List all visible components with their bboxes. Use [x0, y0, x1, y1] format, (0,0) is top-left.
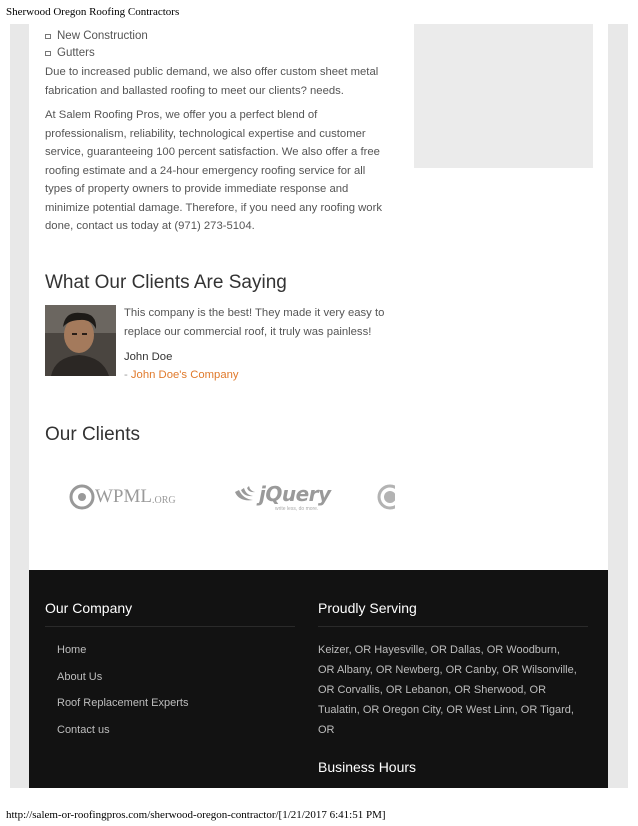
client-logo-wpml[interactable]: [69, 472, 176, 522]
services-list: [45, 28, 148, 62]
list-item-label: New Construction: [57, 30, 148, 42]
square-bullet-icon: [45, 34, 51, 39]
jquery-swirl-icon: [233, 484, 259, 504]
testimonial-quote: This company is the best! They made it very easy to replace our commercial roof, it truly was painless!: [124, 307, 385, 338]
footer-divider: [45, 626, 295, 627]
clients-heading: Our Clients: [45, 424, 141, 445]
client-logos-carousel[interactable]: [45, 472, 395, 522]
wpml-icon: [69, 484, 95, 510]
footer-hours-heading: Business Hours: [318, 759, 417, 775]
footer-divider: [318, 626, 588, 627]
testimonial-company[interactable]: [124, 369, 239, 381]
partial-logo-icon: [377, 484, 395, 510]
content-paragraph: At Salem Roofing Pros, we offer you a perfect blend of professionalism, reliability, technological expertise and customer service, guaranteeing 100 percent satisfaction. We also offer a free roofing estimate and a 24-hour emergency roofing service for all types of property owners to provide immediate response and minimize potential damage. Therefore, if you need any roofing work done, contact us today at (971) 273-5104.: [45, 109, 382, 232]
sidebar-widget: [414, 24, 593, 168]
client-logo-jquery[interactable]: [233, 472, 331, 522]
wpml-logo-text: WPML: [95, 486, 152, 507]
footer-nav: [57, 644, 188, 750]
jquery-tagline: write less, do more.: [275, 506, 319, 512]
list-item: [45, 45, 148, 62]
testimonial-author: John Doe: [124, 351, 173, 363]
print-header: Sherwood Oregon Roofing Contractors: [6, 6, 180, 18]
list-item-label: Gutters: [57, 47, 95, 59]
footer-serving-heading: Proudly Serving: [318, 600, 417, 616]
square-bullet-icon: [45, 51, 51, 56]
footer-company-heading: Our Company: [45, 600, 133, 616]
company-link[interactable]: John Doe's Company: [130, 369, 239, 381]
list-item: [45, 28, 148, 45]
content-paragraph: Due to increased public demand, we also offer custom sheet metal fabrication and ballasted roofing to meet our clients? needs.: [45, 66, 379, 97]
wpml-logo-suffix: .ORG: [152, 494, 176, 506]
footer-link-roof-replacement[interactable]: Roof Replacement Experts: [57, 697, 189, 709]
footer-serving-text: Keizer, OR Hayesville, OR Dallas, OR Woodburn, OR Albany, OR Newberg, OR Canby, OR Wilsonville, OR Corvallis, OR Lebanon, OR Sherwood, OR Tualatin, OR Oregon City, OR West Linn, OR Tigard, OR: [318, 644, 577, 736]
footer-link-about[interactable]: About Us: [57, 670, 103, 683]
footer-link-contact[interactable]: Contact us: [57, 723, 110, 736]
testimonials-heading: What Our Clients Are Saying: [45, 272, 287, 293]
footer-link-home[interactable]: Home: [57, 644, 87, 656]
client-logo-partial[interactable]: [377, 472, 395, 522]
print-footer: http://salem-or-roofingpros.com/sherwood-oregon-contractor/[1/21/2017 6:41:51 PM]: [6, 809, 386, 821]
person-photo-icon: [45, 305, 116, 376]
company-dash: -: [124, 369, 131, 381]
avatar: [45, 305, 116, 376]
jquery-logo-text: jQuery: [259, 482, 331, 506]
